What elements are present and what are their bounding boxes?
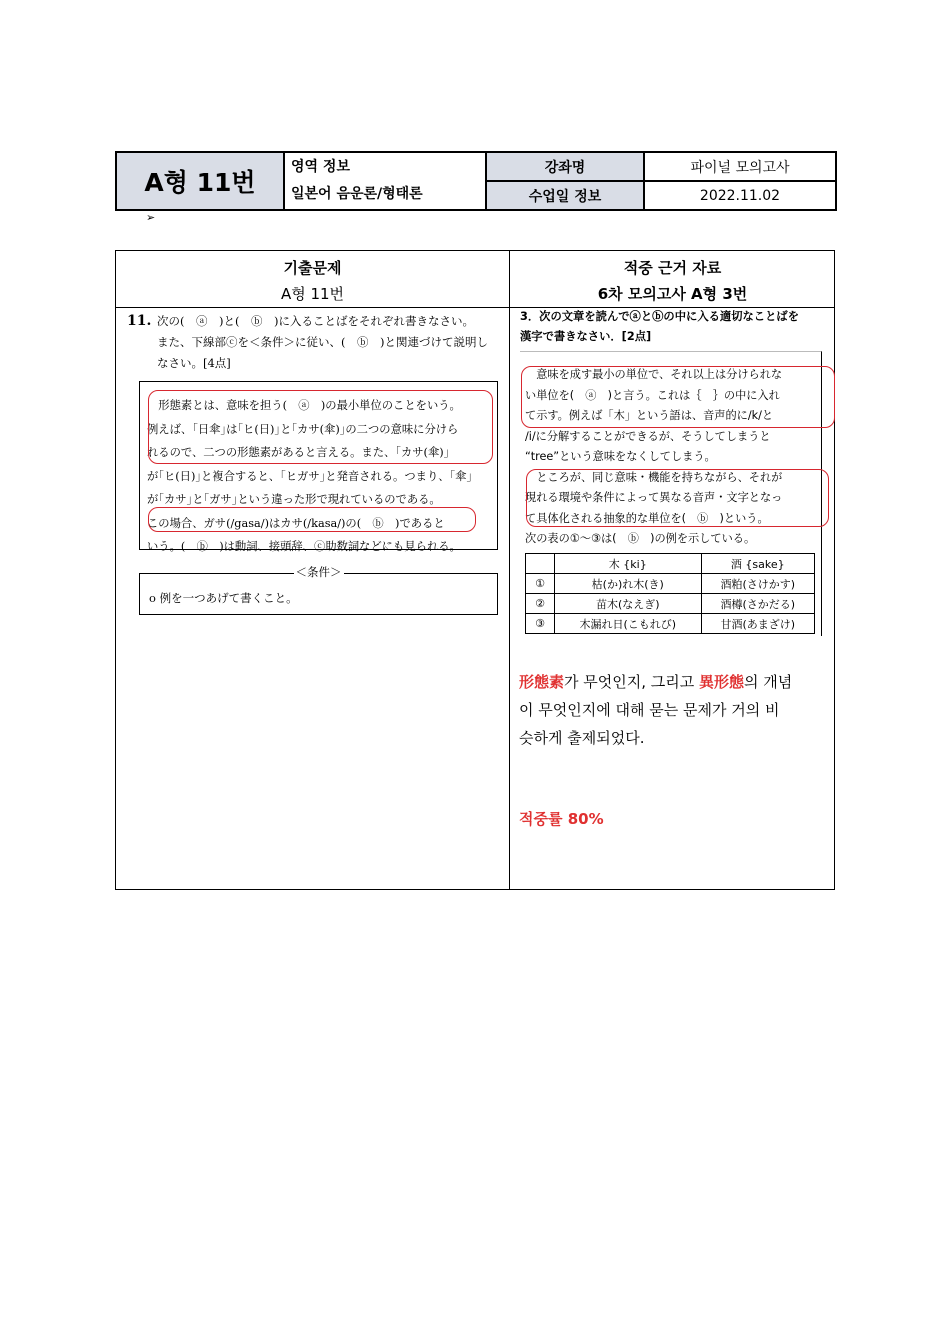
area-label: 영역 정보 (291, 159, 350, 175)
exam-passage-box (139, 381, 498, 553)
area-value: 일본어 음운론/형태론 (291, 186, 423, 202)
mock-passage: 意味を成す最小の単位で、それ以上は分けられな い単位を( ⓐ )と言う。これは｛ ｝の中に入れ て示す。例えば「木」という語は、音声的に/k/と /i/に分解することができるが、そうしてしまうと “tree”という意味をなくしてしまう。 ところが、同じ意味・機能を持ちながら、それが 現れる環境や条件によって異なる音声・文字となっ て具体化される抽象的な単位を( ⓑ )という。 次の表の①～③は( ⓑ )の例を示している。 (525, 368, 783, 545)
exam-passage: 形態素とは、意味を担う( ⓐ )の最小単位のことをいう。 例えば、｢日傘｣は｢ヒ(日)｣と｢カサ(傘)｣の二つの意味に分けら れるので、二つの形態素があると言える。また、｢カサ(傘)｣ が｢ヒ(日)｣と複合すると、｢ヒガサ｣と発音される。つまり、｢傘｣ が｢カサ｣と｢ガサ｣という違った形で現れているのである。 この場合、ガサ(/gasa/)はカサ(/kasa/)の( ⓑ )であると いう。( ⓑ )は動詞、接頭辞、ⓒ助数詞などにも見られる。 (147, 399, 473, 553)
area-info-cell (284, 152, 486, 210)
mock-question-text: 3．次の文章を読んでⓐとⓑの中に入る適切なことばを 漢字で書きなさい．[2点] (520, 310, 799, 343)
hit-rate: 적중률 80% (519, 810, 604, 828)
table-row: ③ 木漏れ日(こもれび) 甘酒(あまざけ) (526, 614, 815, 634)
highlight-box (148, 507, 476, 532)
left-subheading: A형 11번 (280, 285, 345, 303)
header-title: A형 11번 (144, 168, 256, 197)
highlight-box (526, 469, 829, 527)
right-heading: 적중 근거 자료 (623, 259, 722, 277)
analysis-comment: 形態素가 무엇인지, 그리고 異形態의 개념 이 무엇인지에 대해 묻는 문제가 거의 비 슷하게 출제되었다. (519, 673, 793, 747)
table-row: ① 枯(か)れ木(き) 酒粕(さけかす) (526, 574, 815, 594)
comparison-table (115, 250, 835, 890)
question-text: 次の( ⓐ )と( ⓑ )に入ることばをそれぞれ書きなさい。 また、下線部ⓒを＜条件＞に従い、( ⓑ )と関連づけて説明し なさい。[4点] (157, 314, 488, 370)
bullet-arrow-icon: ➢ (146, 211, 156, 224)
example-table (525, 553, 815, 634)
course-label-cell (486, 152, 644, 181)
keyword-allomorph: 異形態 (699, 673, 745, 691)
date-label-cell (486, 181, 644, 210)
course-label: 강좌명 (544, 159, 586, 176)
date-value-cell (644, 181, 836, 210)
course-value-cell (644, 152, 836, 181)
date-value: 2022.11.02 (699, 187, 781, 204)
question-number: 11. (127, 313, 152, 329)
right-subheading: 6차 모의고사 A형 3번 (597, 285, 748, 303)
info-header-table (115, 151, 837, 211)
keyword-morpheme: 形態素 (519, 673, 565, 691)
condition-item: o 例を一つあげて書くこと。 (149, 591, 298, 605)
table-row: ② 苗木(なえぎ) 酒樽(さかだる) (526, 594, 815, 614)
date-label: 수업일 정보 (528, 188, 602, 205)
table-header-row: 木 {ki} 酒 {sake} (526, 554, 815, 574)
highlight-box (521, 366, 835, 428)
course-value: 파이널 모의고사 (690, 159, 790, 176)
highlight-box (148, 390, 493, 464)
condition-box (139, 565, 498, 615)
header-title-cell (116, 152, 284, 210)
condition-title: ＜条件＞ (295, 565, 342, 579)
left-heading: 기출문제 (283, 259, 342, 277)
